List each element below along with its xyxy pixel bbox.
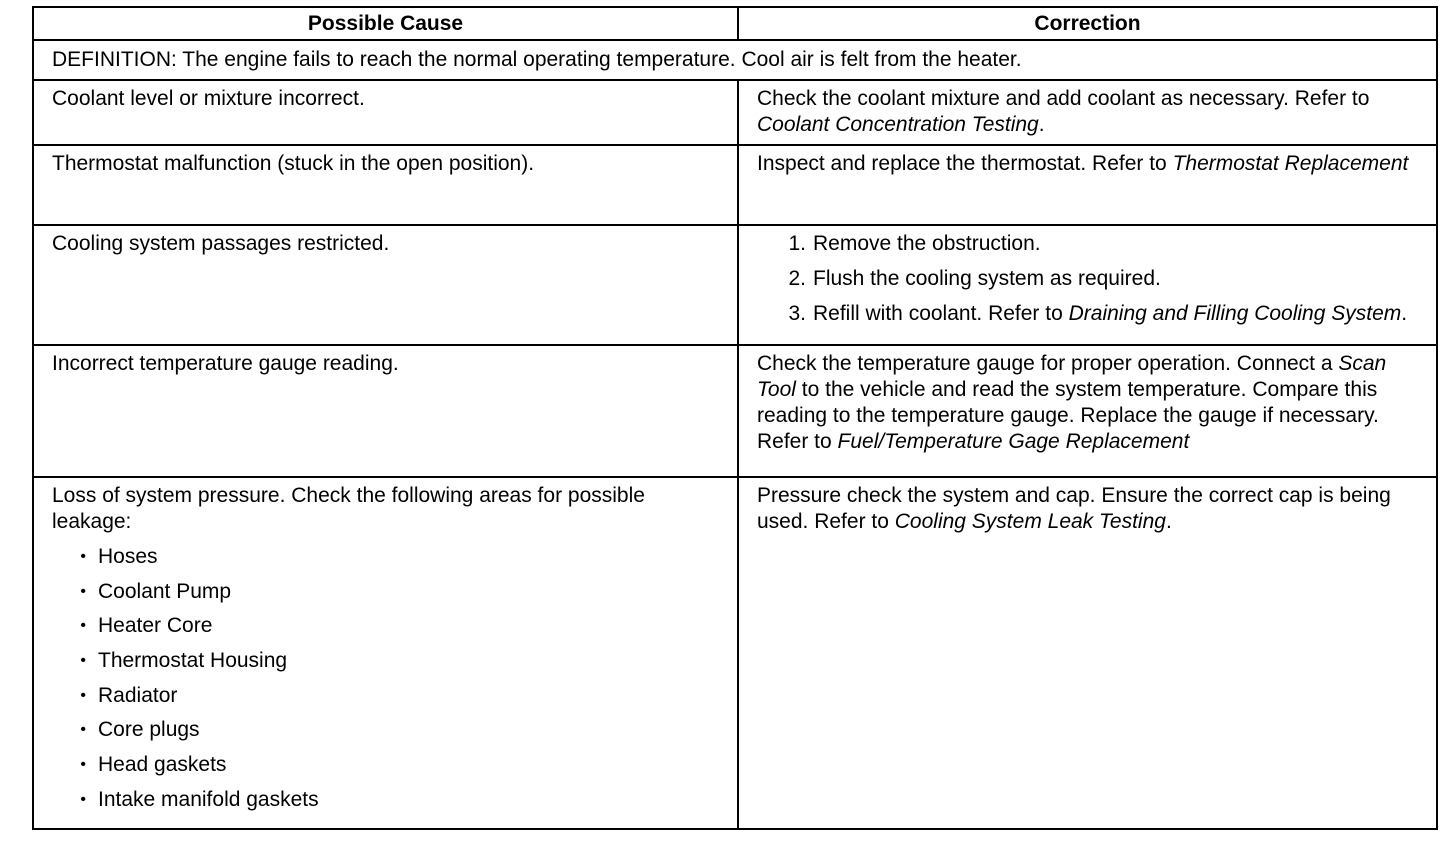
list-item <box>52 717 721 743</box>
correction-body: Inspect and replace the thermostat. Refer to <box>757 152 1173 175</box>
bullet-icon: • <box>80 721 86 739</box>
correction-cell <box>738 80 1437 145</box>
header-possible-cause: Possible Cause <box>33 7 738 40</box>
bullet-icon: • <box>80 790 86 808</box>
list-item <box>52 752 721 778</box>
list-item <box>757 231 1420 257</box>
definition-row <box>33 40 1437 80</box>
list-item <box>52 648 721 674</box>
cause-text: Thermostat malfunction (stuck in the open position). <box>52 152 535 175</box>
correction-text <box>739 146 1436 183</box>
correction-body: Check the coolant mixture and add coolant as necessary. Refer to <box>757 87 1370 110</box>
step-text: Flush the cooling system as required. <box>813 267 1161 290</box>
bullet-text: Coolant Pump <box>98 579 232 603</box>
cause-text: Incorrect temperature gauge reading. <box>52 352 399 375</box>
correction-reference: Fuel/Temperature Gage Replacement <box>837 430 1190 453</box>
cause-cell <box>33 145 738 225</box>
correction-cell <box>738 145 1437 225</box>
list-item <box>757 266 1420 292</box>
correction-body: to the vehicle and read the system temperature. Compare this reading to the temperature gauge. Replace the gauge if necessary. Refer to <box>757 378 1379 453</box>
bullet-text: Intake manifold gaskets <box>98 787 319 811</box>
bullet-icon: • <box>80 617 86 635</box>
header-correction: Correction <box>738 7 1437 40</box>
step-number: 3. <box>788 302 806 325</box>
bullet-icon: • <box>80 756 86 774</box>
bullet-icon: • <box>80 582 86 600</box>
table-row <box>33 477 1437 829</box>
bullet-text: Thermostat Housing <box>98 649 288 673</box>
list-item <box>52 579 721 605</box>
correction-reference: Coolant Concentration Testing <box>757 113 1039 136</box>
list-item <box>52 683 721 709</box>
cause-text: Loss of system pressure. Check the following areas for possible leakage: <box>52 484 645 533</box>
cause-cell <box>33 477 738 829</box>
bullet-text: Head gaskets <box>98 753 227 777</box>
step-text: Remove the obstruction. <box>813 232 1041 255</box>
step-reference: Draining and Filling Cooling System <box>1068 302 1402 325</box>
list-item <box>52 544 721 570</box>
correction-text <box>739 346 1436 461</box>
definition-text: DEFINITION: The engine fails to reach the normal operating temperature. Cool air is felt from the heater. <box>33 40 1437 80</box>
table-row <box>33 80 1437 145</box>
correction-steps <box>739 226 1436 342</box>
table-row <box>33 225 1437 345</box>
correction-reference: Thermostat Replacement <box>1172 152 1409 175</box>
cause-text: Cooling system passages restricted. <box>52 232 390 255</box>
correction-cell <box>738 477 1437 829</box>
bullet-icon: • <box>80 686 86 704</box>
list-item <box>52 787 721 813</box>
correction-period: . <box>1038 113 1045 136</box>
correction-reference: Cooling System Leak Testing <box>894 510 1166 533</box>
cause-text: Coolant level or mixture incorrect. <box>52 87 365 110</box>
bullet-text: Heater Core <box>98 614 213 638</box>
correction-period: . <box>1165 510 1172 533</box>
diagnosis-table <box>32 6 1438 830</box>
step-body: Refill with coolant. Refer to <box>813 302 1069 325</box>
correction-reference: Scan Tool <box>757 352 1387 401</box>
cause-cell <box>33 345 738 477</box>
step-number: 2. <box>788 267 806 290</box>
cause-cell <box>33 225 738 345</box>
bullet-icon: • <box>80 548 86 565</box>
correction-body: Check the temperature gauge for proper operation. Connect a <box>757 352 1339 375</box>
correction-cell <box>738 345 1437 477</box>
steps-list <box>757 231 1420 327</box>
header-row <box>33 7 1437 40</box>
leak-areas-list <box>52 544 721 813</box>
step-text <box>813 301 1420 327</box>
cause-content <box>34 478 737 828</box>
list-item <box>52 613 721 639</box>
step-period: . <box>1401 302 1408 325</box>
bullet-text: Hoses <box>98 545 158 568</box>
table-row <box>33 345 1437 477</box>
correction-cell <box>738 225 1437 345</box>
table-row <box>33 145 1437 225</box>
correction-body: Pressure check the system and cap. Ensure the correct cap is being used. Refer to <box>757 484 1391 533</box>
cause-cell <box>33 80 738 145</box>
bullet-text: Core plugs <box>98 718 200 742</box>
list-item <box>757 301 1420 327</box>
step-number: 1. <box>788 232 806 255</box>
correction-text <box>739 81 1436 144</box>
bullet-icon: • <box>80 652 86 670</box>
bullet-text: Radiator <box>98 683 178 707</box>
correction-text <box>739 478 1436 541</box>
